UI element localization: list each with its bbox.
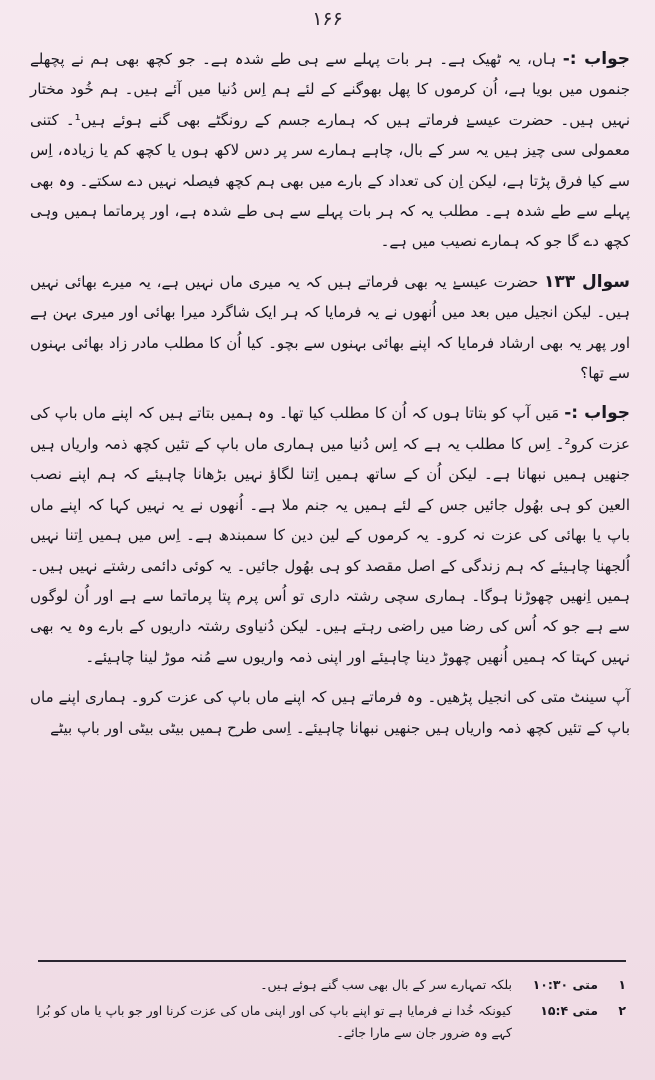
footnote-text: بلکہ تمہارے سر کے بال بھی سب گنے ہوئے ہیں۔ xyxy=(260,977,512,992)
answer-label: جواب :- xyxy=(564,403,631,424)
question-paragraph xyxy=(30,267,630,389)
footnote-marker: ۱ xyxy=(618,977,626,992)
answer-paragraph-2 xyxy=(30,398,630,672)
footnote-1 xyxy=(34,974,626,996)
answer-label: جواب :- xyxy=(562,49,630,69)
footnote-marker: ۲ xyxy=(618,1003,626,1018)
question-text: حضرت عیسےٰ یہ بھی فرماتے ہیں کہ یہ میری ماں نہیں ہے، یہ میرے بھائی نہیں ہیں۔ لیکن انجیل میں بعد میں اُنھوں نے یہ فرمایا کہ ہر ایک شاگرد میرا بھائی اور میری بہن ہے اور پھر یہ بھی ارشاد فرمایا کہ اپنے بھائی بہنوں سے بچو۔ کیا اُن کا مطلب مادر زاد بھائی بہنوں سے تھا؟ xyxy=(30,272,630,383)
footnote-reference: متی ۱۵:۴ xyxy=(540,1003,598,1018)
answer-text: مَیں آپ کو بتاتا ہوں کہ اُن کا مطلب کیا تھا۔ وہ ہمیں بتاتے ہیں کہ اپنے ماں باپ کی عزت کرو²۔ اِس کا مطلب یہ ہے کہ اِس دُنیا میں ہماری ماں باپ کے تئیں کچھ ذمہ واریاں ہیں جنھیں ہمیں نبھانا ہے۔ لیکن اُن کے ساتھ ہمیں اِتنا لگاؤ نہیں بڑھانا چاہیئے کہ ہم اپنے نصب العین کو ہی بھُول جائیں جس کے لئے ہمیں یہ جنم ملا ہے۔ اُنھوں نے یہ نہیں کہا کہ اپنے ماں باپ یا بھائی کی عزت نہ کرو۔ یہ کرموں کے لین دین کا سمبندھ ہے۔ اِس میں ہمیں اِتنا نہیں اُلجھنا چاہیئے کہ ہم زندگی کے اصل مقصد کو ہی بھُول جائیں۔ یہ کوئی دائمی رشتے نہیں ہیں۔ ہمیں اِنھیں چھوڑنا ہوگا۔ ہماری سچی رشتہ داری تو اُس پرم پتا پرماتما سے ہے اور اُن لوگوں سے ہے جو کہ اُس کی رضا میں راضی رہتے ہیں۔ لیکن دُنیاوی رشتہ داریوں کے بارے وہ یہ بھی نہیں کہتا کہ ہمیں اُنھیں چھوڑ دینا چاہیئے اور اپنی ذمہ واریوں سے مُنہ موڑ لینا چاہیئے۔ xyxy=(30,404,630,666)
question-label: سوال ۱۳۳ xyxy=(544,271,630,292)
footnote-divider xyxy=(38,960,626,962)
footnote-text: کیونکہ خُدا نے فرمایا ہے تو اپنے باپ کی اور اپنی ماں کی عزت کرنا اور جو باپ یا ماں کو بُرا کہے وہ ضرور جان سے مارا جائے۔ xyxy=(36,1003,512,1040)
closing-paragraph xyxy=(30,682,630,743)
body-text xyxy=(30,44,630,743)
footnotes xyxy=(34,974,626,1044)
page-number: ۱۶۶ xyxy=(312,8,343,30)
answer-text: ہاں، یہ ٹھیک ہے۔ ہر بات پہلے سے ہی طے شدہ ہے۔ جو کچھ بھی ہم نے پچھلے جنموں میں بویا ہے، اُن کرموں کا پھل بھوگنے کے لئے ہم اِس دُنیا میں آئے ہیں۔ ہم خُود مختار نہیں ہیں۔ حضرت عیسےٰ فرماتے ہیں کہ ہمارے جسم کے رونگٹے بھی گنے ہوئے ہیں¹۔ کتنی معمولی سی چیز ہیں یہ سر کے بال، چاہے ہمارے سر پر دس لاکھ ہوں یا کچھ کم یا زیادہ، اِس سے کیا فرق پڑتا ہے، لیکن اِن کی تعداد کے بارے میں بھی ہم کچھ فیصلہ نہیں دے سکتے۔ وہ بھی پہلے سے طے شدہ ہے۔ مطلب یہ کہ ہر بات پہلے سے ہی طے شدہ ہے، اور پرماتما ہمیں وہی کچھ دے گا جو کہ ہمارے نصیب میں ہے۔ xyxy=(30,50,630,251)
closing-text: آپ سینٹ متی کی انجیل پڑھیں۔ وہ فرماتے ہیں کہ اپنے ماں باپ کی عزت کرو۔ ہماری اپنے ماں باپ کے تئیں کچھ ذمہ واریاں ہیں جنھیں نبھانا چاہیئے۔ اِسی طرح ہمیں بیٹی بیٹی اور باپ بیٹے xyxy=(30,688,630,737)
footnote-2 xyxy=(34,1000,626,1044)
answer-paragraph-1 xyxy=(30,44,630,257)
footnote-reference: متی ۱۰:۳۰ xyxy=(532,977,598,992)
